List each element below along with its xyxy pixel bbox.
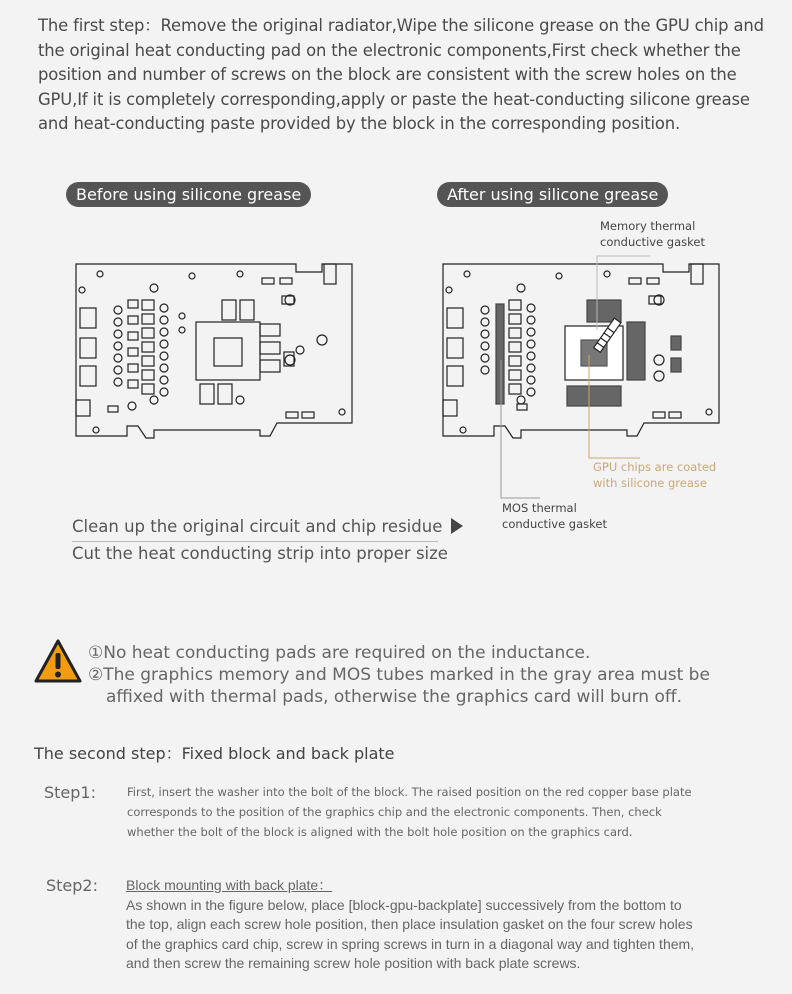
step2-text: [126, 876, 766, 974]
step2-label: Step2:: [46, 876, 98, 895]
intro-paragraph: The first step：Remove the original radiator,Wipe the silicone grease on the GPU chip and the original heat conducting pad on the electronic components,First check whether the position and number of screws on the block are consistent with the screw holes on the GPU,If it is completely corresponding,apply or paste the heat-conducting silicone grease and heat-conducting paste provided by the block in the corresponding position.: [38, 16, 764, 133]
mos-callout: [502, 500, 607, 532]
step1-line1: First, insert the washer into the bolt of the block. The raised position on the red copper base plate: [127, 785, 692, 799]
step1-label: Step1:: [44, 783, 96, 802]
step1-line2: corresponds to the position of the graphics chip and the electronic components. Then, check: [127, 805, 662, 819]
hint-line1: Clean up the original circuit and chip residue: [72, 517, 443, 536]
memory-callout: [600, 218, 705, 250]
step1-text: [127, 782, 767, 842]
play-arrow-icon: [451, 518, 463, 534]
memory-callout-line1: Memory thermal: [600, 219, 696, 233]
step2-line3: of the graphics card chip, screw in spring screws in turn in a diagonal way and tighten them,: [126, 935, 695, 952]
after-label: After using silicone grease: [437, 182, 668, 207]
warning-text: [88, 642, 768, 708]
warning-line1: ①No heat conducting pads are required on the inductance.: [88, 643, 591, 663]
warning-triangle-icon: [34, 639, 82, 684]
second-step-title: The second step：Fixed block and back plate: [34, 744, 395, 763]
step2-heading: Block mounting with back plate：: [126, 877, 333, 893]
gpu-grease-callout: [593, 459, 716, 491]
warning-line2: ②The graphics memory and MOS tubes marked in the gray area must be: [88, 665, 710, 685]
hint-divider: [72, 541, 438, 542]
step2-line2: the top, align each screw hole position, then place insulation gasket on the four screw holes: [126, 916, 693, 932]
step1-line3: whether the bolt of the block is aligned with the bolt hole position on the graphics card.: [127, 825, 633, 839]
memory-callout-line2: conductive gasket: [600, 235, 705, 249]
mos-callout-line2: conductive gasket: [502, 517, 607, 531]
before-label: Before using silicone grease: [66, 182, 311, 207]
hint-line2: Cut the heat conducting strip into proper size: [72, 544, 448, 563]
hint-clean-up: [72, 517, 463, 536]
warning-line3: affixed with thermal pads, otherwise the graphics card will burn off.: [106, 687, 682, 707]
gpu-callout-line1: GPU chips are coated: [593, 460, 717, 474]
step2-line4: and then screw the remaining screw hole position with back plate screws.: [126, 955, 581, 971]
mos-callout-line1: MOS thermal: [502, 501, 577, 515]
gpu-callout-line2: with silicone grease: [593, 476, 707, 490]
step2-line1: As shown in the figure below, place [block-gpu-backplate] successively from the bottom to: [126, 896, 682, 913]
